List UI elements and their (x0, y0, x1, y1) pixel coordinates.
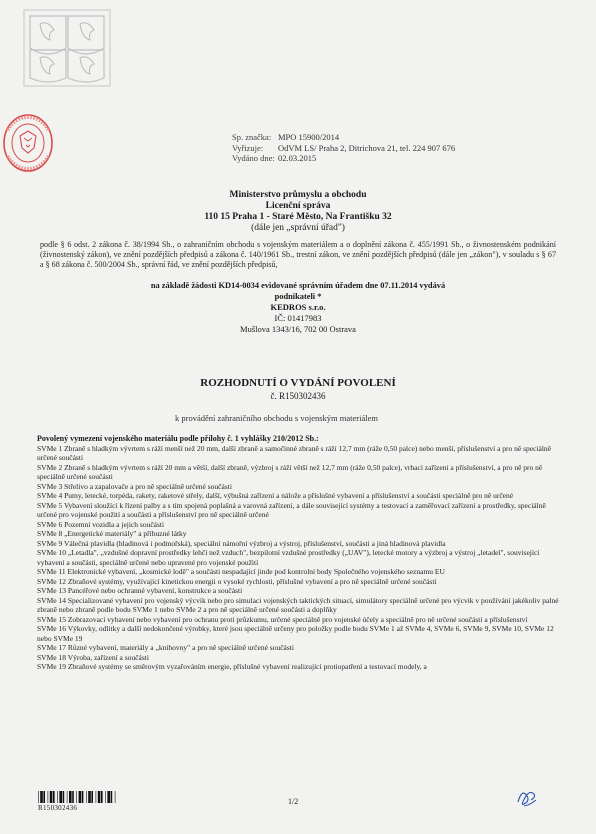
decision-subject: k provádění zahraničního obchodu s vojenským materiálem (175, 413, 378, 423)
signature-icon (514, 780, 540, 810)
list-item: SVMe 3 Střelivo a zapalovače a pro ně speciálně určené součásti (37, 481, 232, 491)
list-item: SVMe 2 Zbraně s hladkým vývrtem s ráží 20 mm a větší, další zbraně, výzbroj s ráží větší než 12,7 mm (ráže 0,50 palce), vrhací zařízení a příslušenství, a pro ně pro ně speciálně určené součásti (37, 462, 543, 481)
list-item: SVMe 12 Zbraňové systémy, využívající kinetickou energii o vysoké rychlosti, příslušné vybavení a pro ně speciálně určené součásti (37, 576, 437, 586)
company-block (0, 302, 596, 335)
authority-address: 110 15 Praha 1 - Staré Město, Na Františku 32 (204, 212, 392, 222)
reference-block (232, 132, 455, 164)
authority-department: Licenční správa (265, 201, 331, 211)
list-item: SVMe 14 Specializované vybavení pro vojenský výcvik nebo pro simulaci vojenských taktických situací, simulátory speciálně určené pro výcvik v používání jakékoliv palné zbraně nebo zbraně podle bodu SVMe 1 nebo SVMe 2 a pro ně speciálně určené součásti a doplňky (37, 595, 559, 614)
list-item: SVMe 6 Pozemní vozidla a jejich součásti (37, 519, 165, 529)
recipient-line: podnikateli * (274, 291, 322, 301)
list-item: SVMe 19 Zbraňové systémy se směrovým vyzařováním energie, příslušné vybavení realizující protiopatření a testovací modely, a (37, 662, 427, 671)
company-address: Mušlova 1343/16, 702 00 Ostrava (240, 324, 356, 334)
list-item: SVMe 8 „Energetické materiály" a příbuzné látky (37, 529, 187, 538)
ministry-stamp-icon (2, 112, 54, 174)
spis-label: Sp. značka: (232, 132, 272, 142)
page-number: 1/2 (288, 797, 299, 806)
legal-basis-text: podle § 6 odst. 2 zákona č. 38/1994 Sb., o zahraničním obchodu s vojenským materiálem a o doplnění zákona č. 455/1991 Sb., o živnostenském podnikání (živnostenský zákon), ve znění pozdějších předpisů a zákona č. 140/1961 Sb., trestní zákon, ve znění pozdějších předpisů (dále jen „zákon"), v souladu s § 67 a § 68 zákona č. 500/2004 Sb., správní řád, ve znění pozdějších předpisů, (40, 240, 556, 270)
state-emblem-icon (22, 8, 112, 88)
vydano-value: 02.03.2015 (278, 153, 317, 163)
list-item: SVMe 9 Válečná plavidla (hladinová i podmořská), speciální námořní výzbroj a výstroj, příslušenství, součásti a jiná hladinová plavidla (37, 538, 446, 548)
vydano-label: Vydáno dne: (232, 153, 275, 163)
list-item: SVMe 1 Zbraně s hladkým vývrtem s ráží menší než 20 mm, další zbraně a samočinné zbraně s ráží 12,7 mm (ráže 0,50 palce) nebo menší, příslušenství a pro ně speciálně určené součásti (37, 443, 552, 462)
authority-header (0, 190, 596, 234)
list-item: SVMe 17 Různé vybavení, materiály a „knihovny" a pro ně speciálně určené součásti (37, 643, 294, 652)
company-ic: IČ: 01417983 (274, 313, 322, 323)
application-statement (0, 281, 596, 302)
authority-alias: (dále jen „správní úřad") (251, 223, 345, 233)
authority-name: Ministerstvo průmyslu a obchodu (229, 190, 367, 200)
list-item: SVMe 18 Výroba, zařízení a součásti (37, 652, 149, 662)
decision-number: č. R150302436 (270, 391, 326, 401)
barcode-label: R150302436 (38, 804, 78, 812)
application-line: na základě žádosti KD14-0034 evidované správním úřadem dne 07.11.2014 vydává (150, 281, 446, 290)
list-item: SVMe 15 Zobrazovací vybavení nebo vybavení pro ochranu proti průzkumu, určené speciálně pro vojenské účely a speciálně pro ně určené součásti a příslušenství (37, 614, 528, 624)
vyrizuje-value: OdVM LS/ Praha 2, Ditrichova 21, tel. 224 907 676 (278, 142, 456, 153)
list-item: SVMe 11 Elektronické vybavení, „kosmické lodě" a součásti nespadající jinde pod kontrolní body Společného vojenského seznamu EU (37, 567, 445, 576)
decision-title (0, 377, 596, 403)
list-item: SVMe 16 Výkovky, odlitky a další nedokončené výrobky, které jsou speciálně určeny pro položky podle bodu SVMe 1 až SVMe 4, SVMe 6, SVMe 9, SVMe 10, SVMe 12 nebo SVMe 19 (37, 624, 554, 643)
company-name: KEDROS s.r.o. (270, 302, 326, 312)
list-item: SVMe 10 „Letadla", „vzdušné dopravní prostředky lehčí než vzduch", bezpilotní vzdušné prostředky („UAV"), letecké motory a výzbroj a výstroj „letadel", související vybavení a součásti, speciálně určené nebo upravené pro vojenské použití (37, 548, 540, 567)
list-item: SVMe 4 Pumy, letecké, torpéda, rakety, raketové střely, další, výbušná zařízení a nálože a příslušné vybavení a příslušenství a součásti speciálně pro ně určené (37, 491, 514, 500)
decision-title-main: ROZHODNUTÍ O VYDÁNÍ POVOLENÍ (200, 377, 396, 389)
list-heading: Povolený vymezení vojenského materiálu podle přílohy č. 1 vyhlášky 210/2012 Sb.: (37, 434, 319, 443)
list-item: SVMe 5 Vybavení sloužící k řízení palby a s tím spojená poplašná a varovná zařízení, a dále související systémy a testovací a zaměřovací zařízení a prostředky, speciálně určené pro vojenské použití a součásti a příslušenství pro ně speciálně určené (37, 500, 546, 519)
list-item: SVMe 13 Pancéřové nebo ochranné vybavení, konstrukce a součásti (37, 586, 243, 595)
vyrizuje-label: Vyřizuje: (232, 142, 264, 153)
spis-value: MPO 15900/2014 (278, 132, 340, 142)
barcode-icon (38, 791, 116, 803)
permitted-material-list (37, 434, 559, 672)
